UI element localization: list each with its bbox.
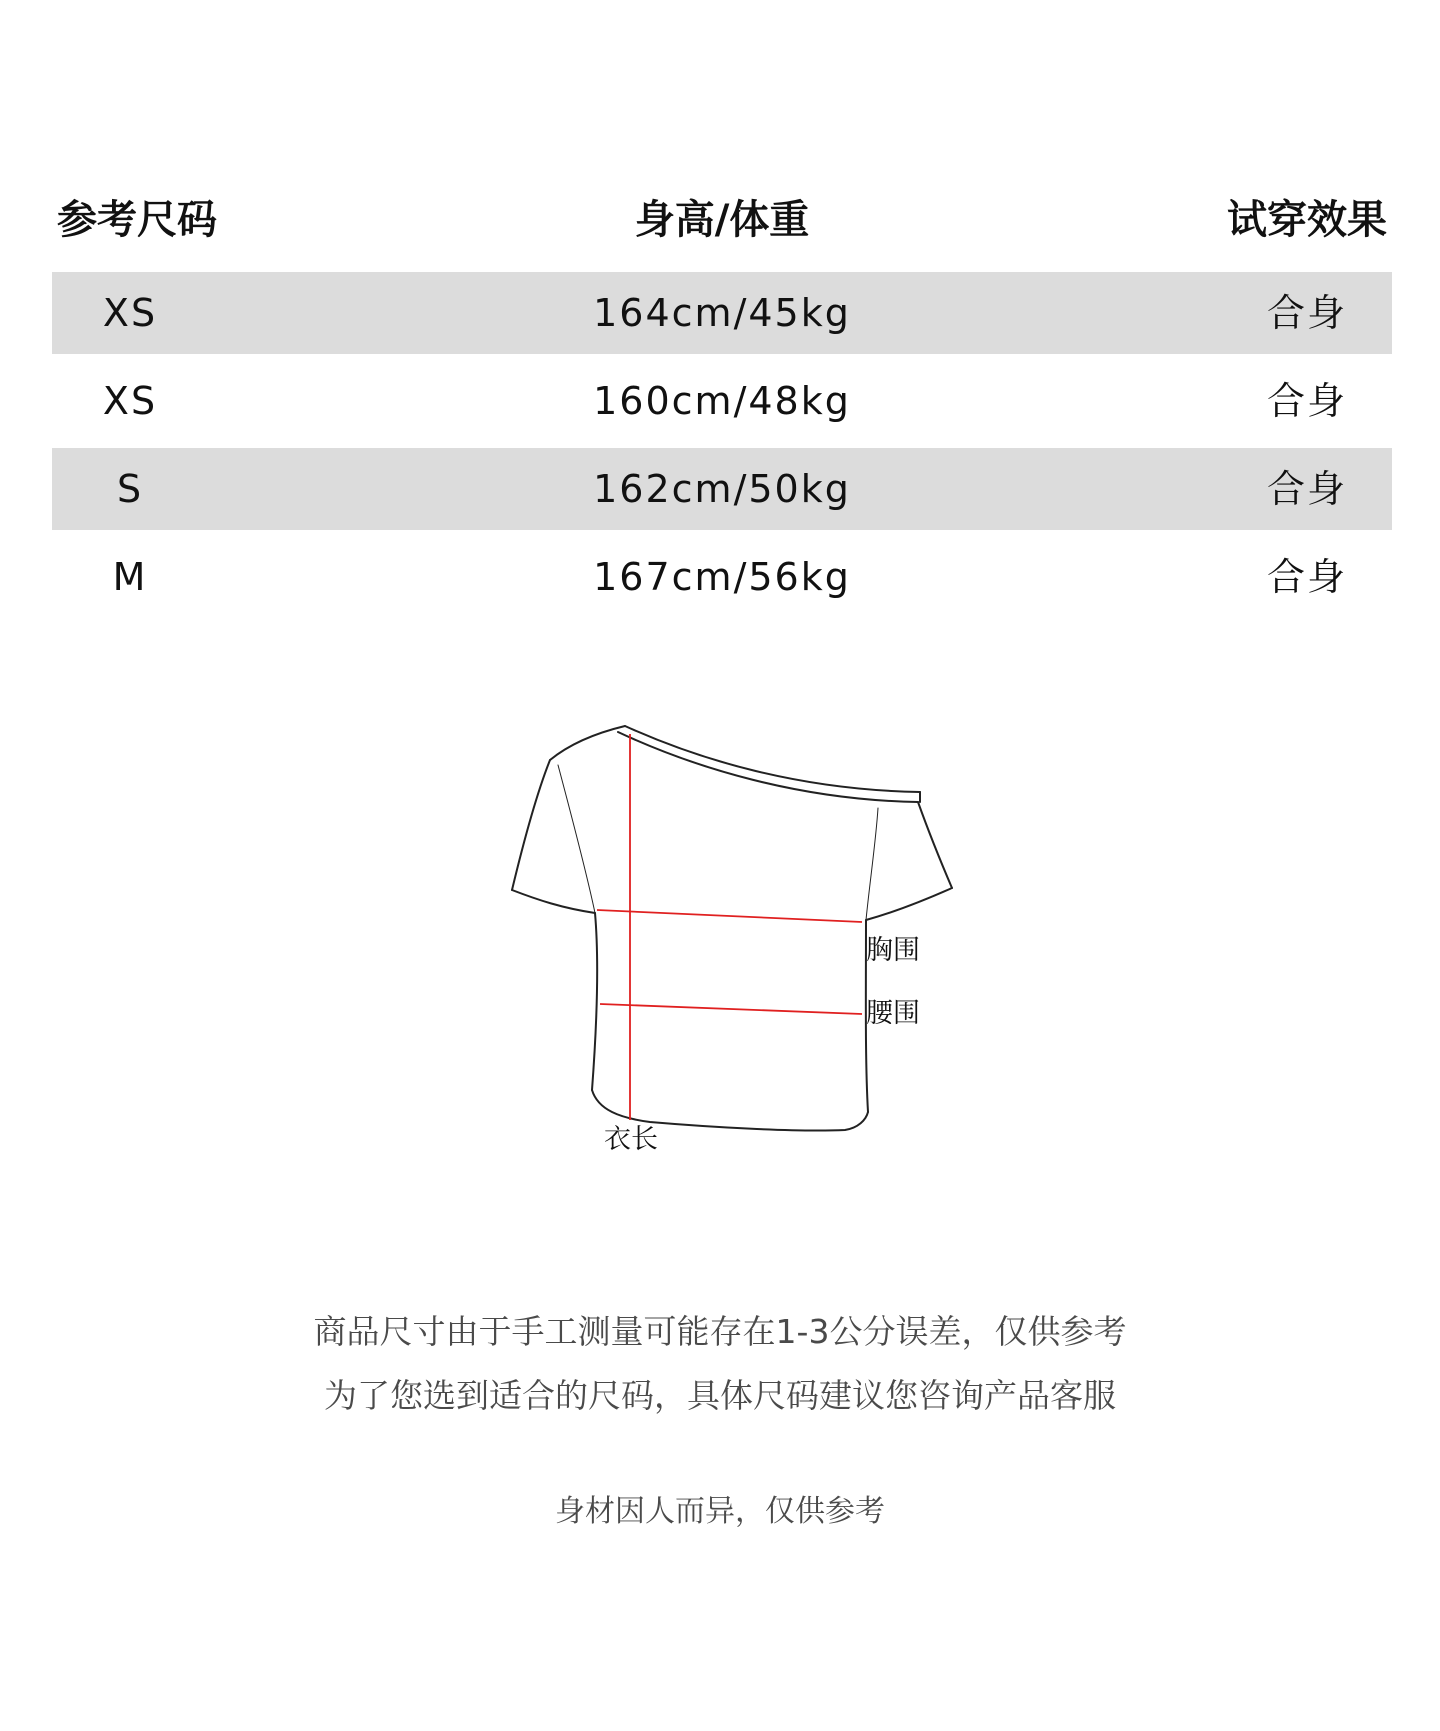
note-line-service: 为了您选到适合的尺码，具体尺码建议您咨询产品客服 — [324, 1376, 1116, 1415]
row-height-weight: 162cm/50kg — [593, 467, 851, 511]
row-height-weight: 167cm/56kg — [593, 555, 851, 599]
garment-measurement-diagram — [500, 720, 960, 1160]
header-size: 参考尺码 — [57, 197, 217, 243]
table-header — [52, 180, 1392, 272]
table-row — [52, 536, 1392, 618]
header-fit: 试穿效果 — [1227, 197, 1387, 243]
table-row — [52, 448, 1392, 530]
length-label: 衣长 — [604, 1124, 658, 1155]
chest-label: 胸围 — [866, 935, 920, 966]
row-size: XS — [102, 379, 158, 423]
measurement-notes — [0, 1300, 1440, 1428]
row-size: XS — [102, 291, 158, 335]
row-fit: 合身 — [1266, 467, 1347, 511]
row-size: S — [116, 467, 144, 511]
row-fit: 合身 — [1266, 291, 1347, 335]
row-fit: 合身 — [1266, 379, 1347, 423]
waist-label: 腰围 — [866, 998, 920, 1029]
row-height-weight: 160cm/48kg — [593, 379, 851, 423]
table-row — [52, 272, 1392, 354]
table-row — [52, 360, 1392, 442]
row-fit: 合身 — [1266, 555, 1347, 599]
note-line-error: 商品尺寸由于手工测量可能存在1-3公分误差，仅供参考 — [313, 1312, 1127, 1351]
header-height-weight: 身高/体重 — [634, 197, 810, 243]
row-size: M — [112, 555, 148, 599]
row-height-weight: 164cm/45kg — [593, 291, 851, 335]
footnote: 身材因人而异，仅供参考 — [555, 1494, 885, 1529]
size-reference-table — [52, 180, 1392, 624]
